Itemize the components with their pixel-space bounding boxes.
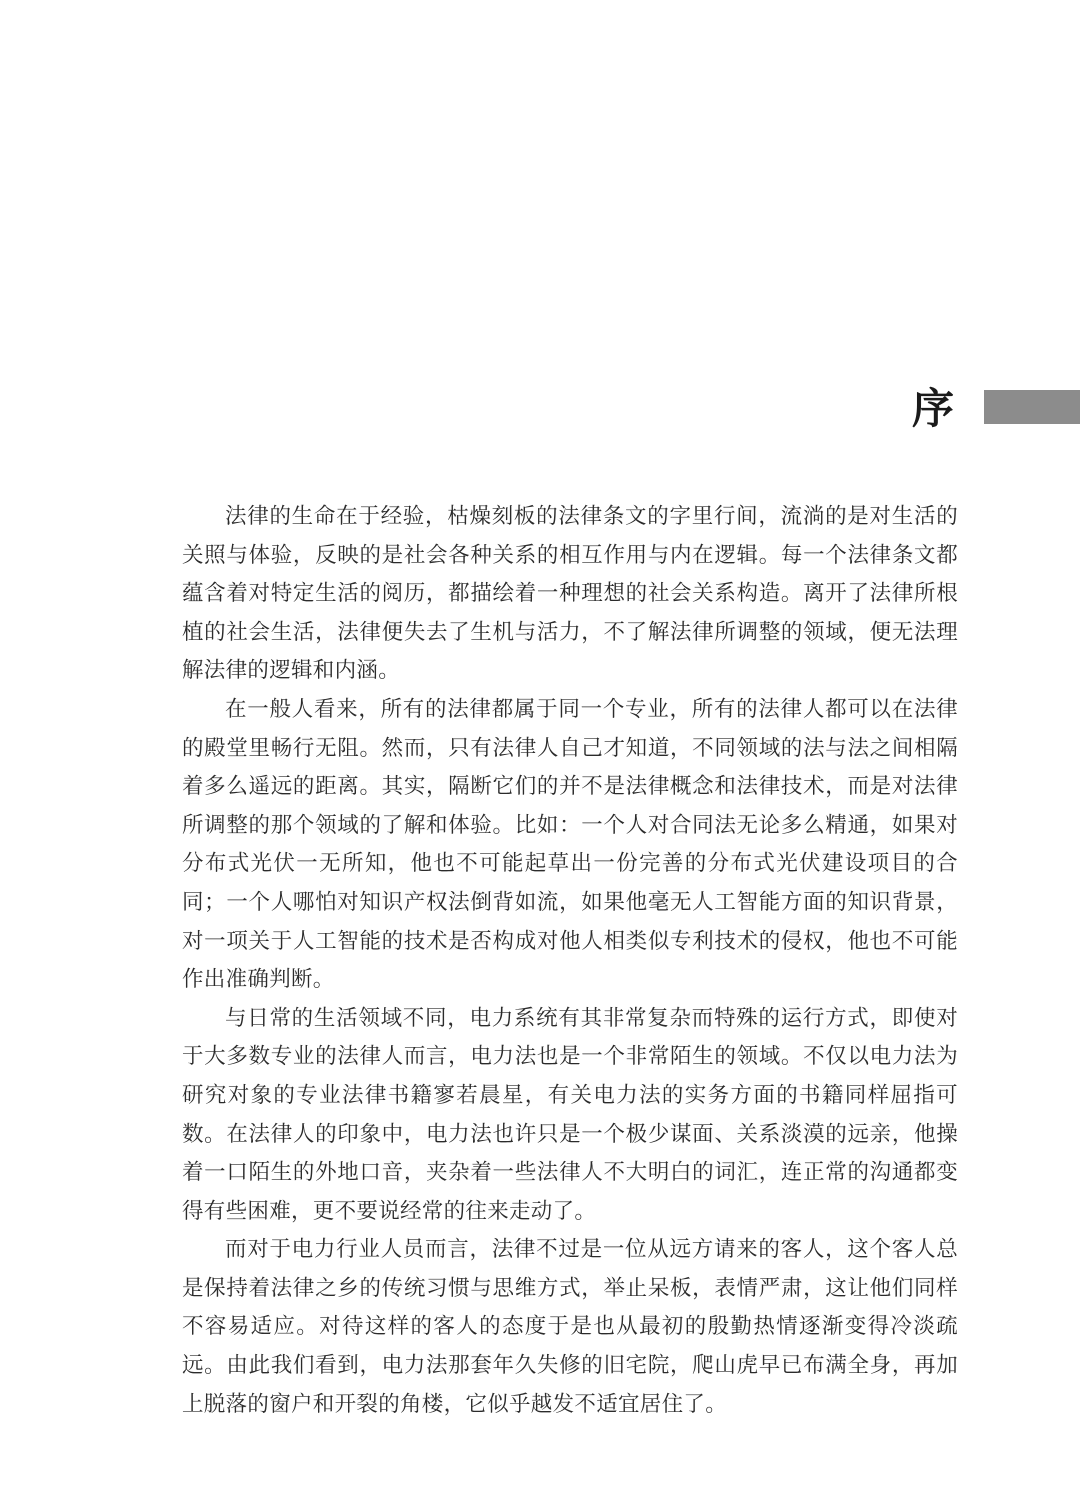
paragraph: 在一般人看来，所有的法律都属于同一个专业，所有的法律人都可以在法律的殿堂里畅行无阻。然而，只有法律人自己才知道，不同领域的法与法之间相隔着多么遥远的距离。其实，隔断它们的并不是法律概念和法律技术，而是对法律所调整的那个领域的了解和体验。比如：一个人对合同法无论多么精通，如果对分布式光伏一无所知，他也不可能起草出一份完善的分布式光伏建设项目的合同；一个人哪怕对知识产权法倒背如流，如果他毫无人工智能方面的知识背景，对一项关于人工智能的技术是否构成对他人相类似专利技术的侵权，他也不可能作出准确判断。 [182,696,958,993]
heading-accent-bar [984,390,1080,424]
paragraph: 与日常的生活领域不同，电力系统有其非常复杂而特殊的运行方式，即使对于大多数专业的法律人而言，电力法也是一个非常陌生的领域。不仅以电力法为研究对象的专业法律书籍寥若晨星，有关电力法的实务方面的书籍同样屈指可数。在法律人的印象中，电力法也许只是一个极少谋面、关系淡漠的远亲，他操着一口陌生的外地口音，夹杂着一些法律人不大明白的词汇，连正常的沟通都变得有些困难，更不要说经常的往来走动了。 [182,1005,958,1224]
paragraph: 法律的生命在于经验，枯燥刻板的法律条文的字里行间，流淌的是对生活的关照与体验，反映的是社会各种关系的相互作用与内在逻辑。每一个法律条文都蕴含着对特定生活的阅历，都描绘着一种理想的社会关系构造。离开了法律所根植的社会生活，法律便失去了生机与活力，不了解法律所调整的领域，便无法理解法律的逻辑和内涵。 [182,504,958,684]
paragraph: 而对于电力行业人员而言，法律不过是一位从远方请来的客人，这个客人总是保持着法律之乡的传统习惯与思维方式，举止呆板，表情严肃，这让他们同样不容易适应。对待这样的客人的态度于是也从最初的殷勤热情逐渐变得冷淡疏远。由此我们看到，电力法那套年久失修的旧宅院，爬山虎早已布满全身，再加上脱落的窗户和开裂的角楼，它似乎越发不适宜居住了。 [182,1237,958,1417]
chapter-heading: 序 [912,384,955,433]
body-text [182,498,958,1424]
